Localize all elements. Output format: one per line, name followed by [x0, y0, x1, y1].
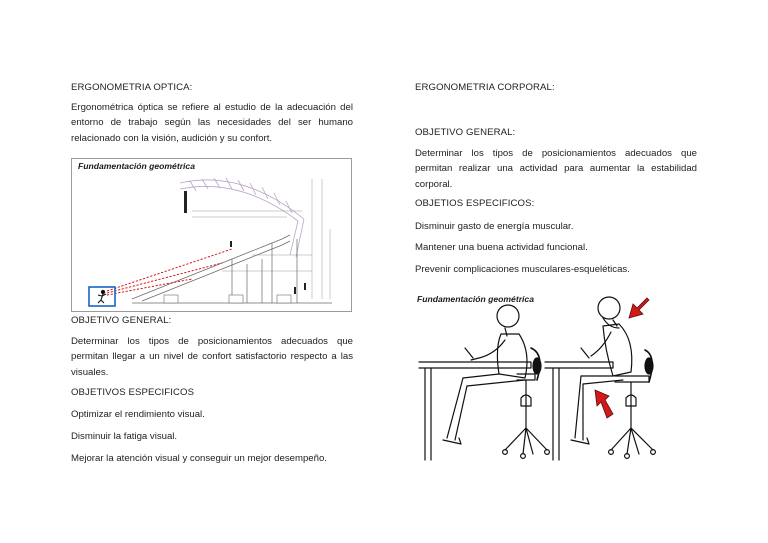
- left-general-heading: OBJETIVO GENERAL:: [71, 315, 172, 326]
- left-objective-item: Disminuir la fatiga visual.: [71, 431, 178, 442]
- left-figure-caption: Fundamentación geométrica: [78, 161, 195, 171]
- red-arrow-icon: [595, 390, 613, 418]
- right-figure-caption: Fundamentación geométrica: [417, 294, 534, 304]
- right-objective-item: Disminuir gasto de energía muscular.: [415, 221, 574, 232]
- left-intro-paragraph: Ergonométrica óptica se refiere al estudio de la adecuación del entorno de trabajo según las necesidades del ser humano relacionado con la visión, audición y su confort.: [71, 102, 353, 144]
- right-objective-item: Prevenir complicaciones musculares-esqueléticas.: [415, 264, 630, 275]
- right-heading: ERGONOMETRIA CORPORAL:: [415, 82, 555, 93]
- left-objective-item: Optimizar el rendimiento visual.: [71, 409, 205, 420]
- left-general-text: Determinar los tipos de posicionamientos adecuados que permitan llegar a un nivel de confort satisfactorio respecto a las visuales.: [71, 336, 353, 378]
- right-general-text: Determinar los tipos de posicionamientos adecuados que permitan realizar una actividad para aumentar la estabilidad corporal.: [415, 148, 697, 190]
- posture-figure: [413, 288, 671, 466]
- stadium-figure: [71, 158, 352, 312]
- seated-posture-drawing: [413, 288, 671, 466]
- stadium-section-drawing: [72, 159, 351, 311]
- red-arrow-icon: [629, 298, 649, 318]
- right-specific-heading: OBJETIOS ESPECIFICOS:: [415, 198, 535, 209]
- right-objective-item: Mantener una buena actividad funcional.: [415, 242, 588, 253]
- right-general-heading: OBJETIVO GENERAL:: [415, 127, 516, 138]
- left-heading: ERGONOMETRIA OPTICA:: [71, 82, 193, 93]
- left-specific-heading: OBJETIVOS ESPECIFICOS: [71, 387, 195, 398]
- left-objective-item: Mejorar la atención visual y conseguir un mejor desempeño.: [71, 453, 327, 464]
